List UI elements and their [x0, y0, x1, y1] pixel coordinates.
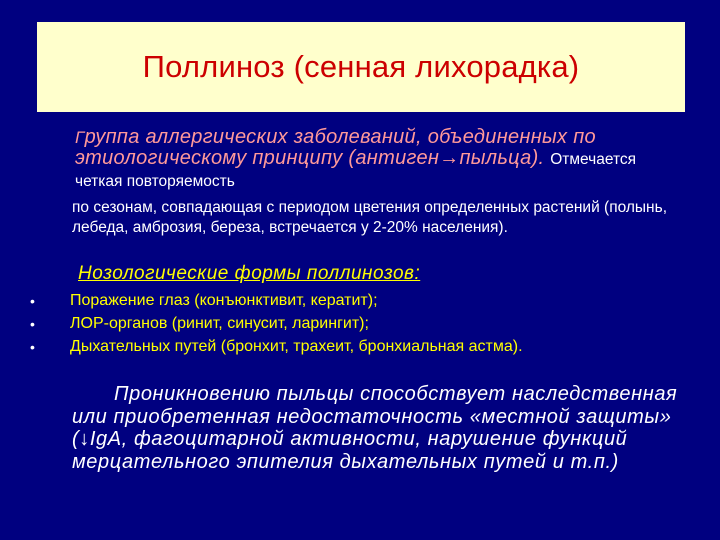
intro-italic-text: руппа аллергических заболеваний, объединенных по этиологическому принципу (антиген→пыльца). — [75, 126, 596, 169]
intro-paragraph — [75, 127, 675, 192]
title-box — [37, 22, 685, 112]
list-item — [30, 338, 670, 356]
list-item — [30, 315, 670, 333]
intro-continuation: Отмечается четкая повторяемость — [75, 151, 637, 190]
intro-lead-letter: Г — [75, 128, 85, 147]
slide-title: Поллиноз (сенная лихорадка) — [142, 49, 580, 84]
list-item — [30, 292, 670, 310]
bullet-icon: • — [30, 293, 35, 309]
bullet-icon: • — [30, 339, 35, 355]
conclusion-text: Проникновению пыльцы способствует наследственная или приобретенная недостаточность «местной защиты» (↓IgA, фагоцитарной активности, нарушение функций мерцательного эпителия дыхательных путей и т.п.) — [72, 383, 678, 473]
bullet-icon: • — [30, 316, 35, 332]
list-item-text: Поражение глаз (конъюнктивит, кератит); — [70, 292, 378, 309]
bullet-list — [30, 292, 670, 361]
list-item-text: ЛОР-органов (ринит, синусит, ларингит); — [70, 315, 369, 332]
body-paragraph: по сезонам, совпадающая с периодом цветения определенных растений (полынь, лебеда, амброзия, береза, встречается у 2-20% населения). — [72, 199, 667, 236]
list-item-text: Дыхательных путей (бронхит, трахеит, бронхиальная астма). — [70, 338, 523, 355]
conclusion-paragraph — [72, 383, 692, 473]
section-heading: Нозологические формы поллинозов: — [78, 263, 421, 284]
